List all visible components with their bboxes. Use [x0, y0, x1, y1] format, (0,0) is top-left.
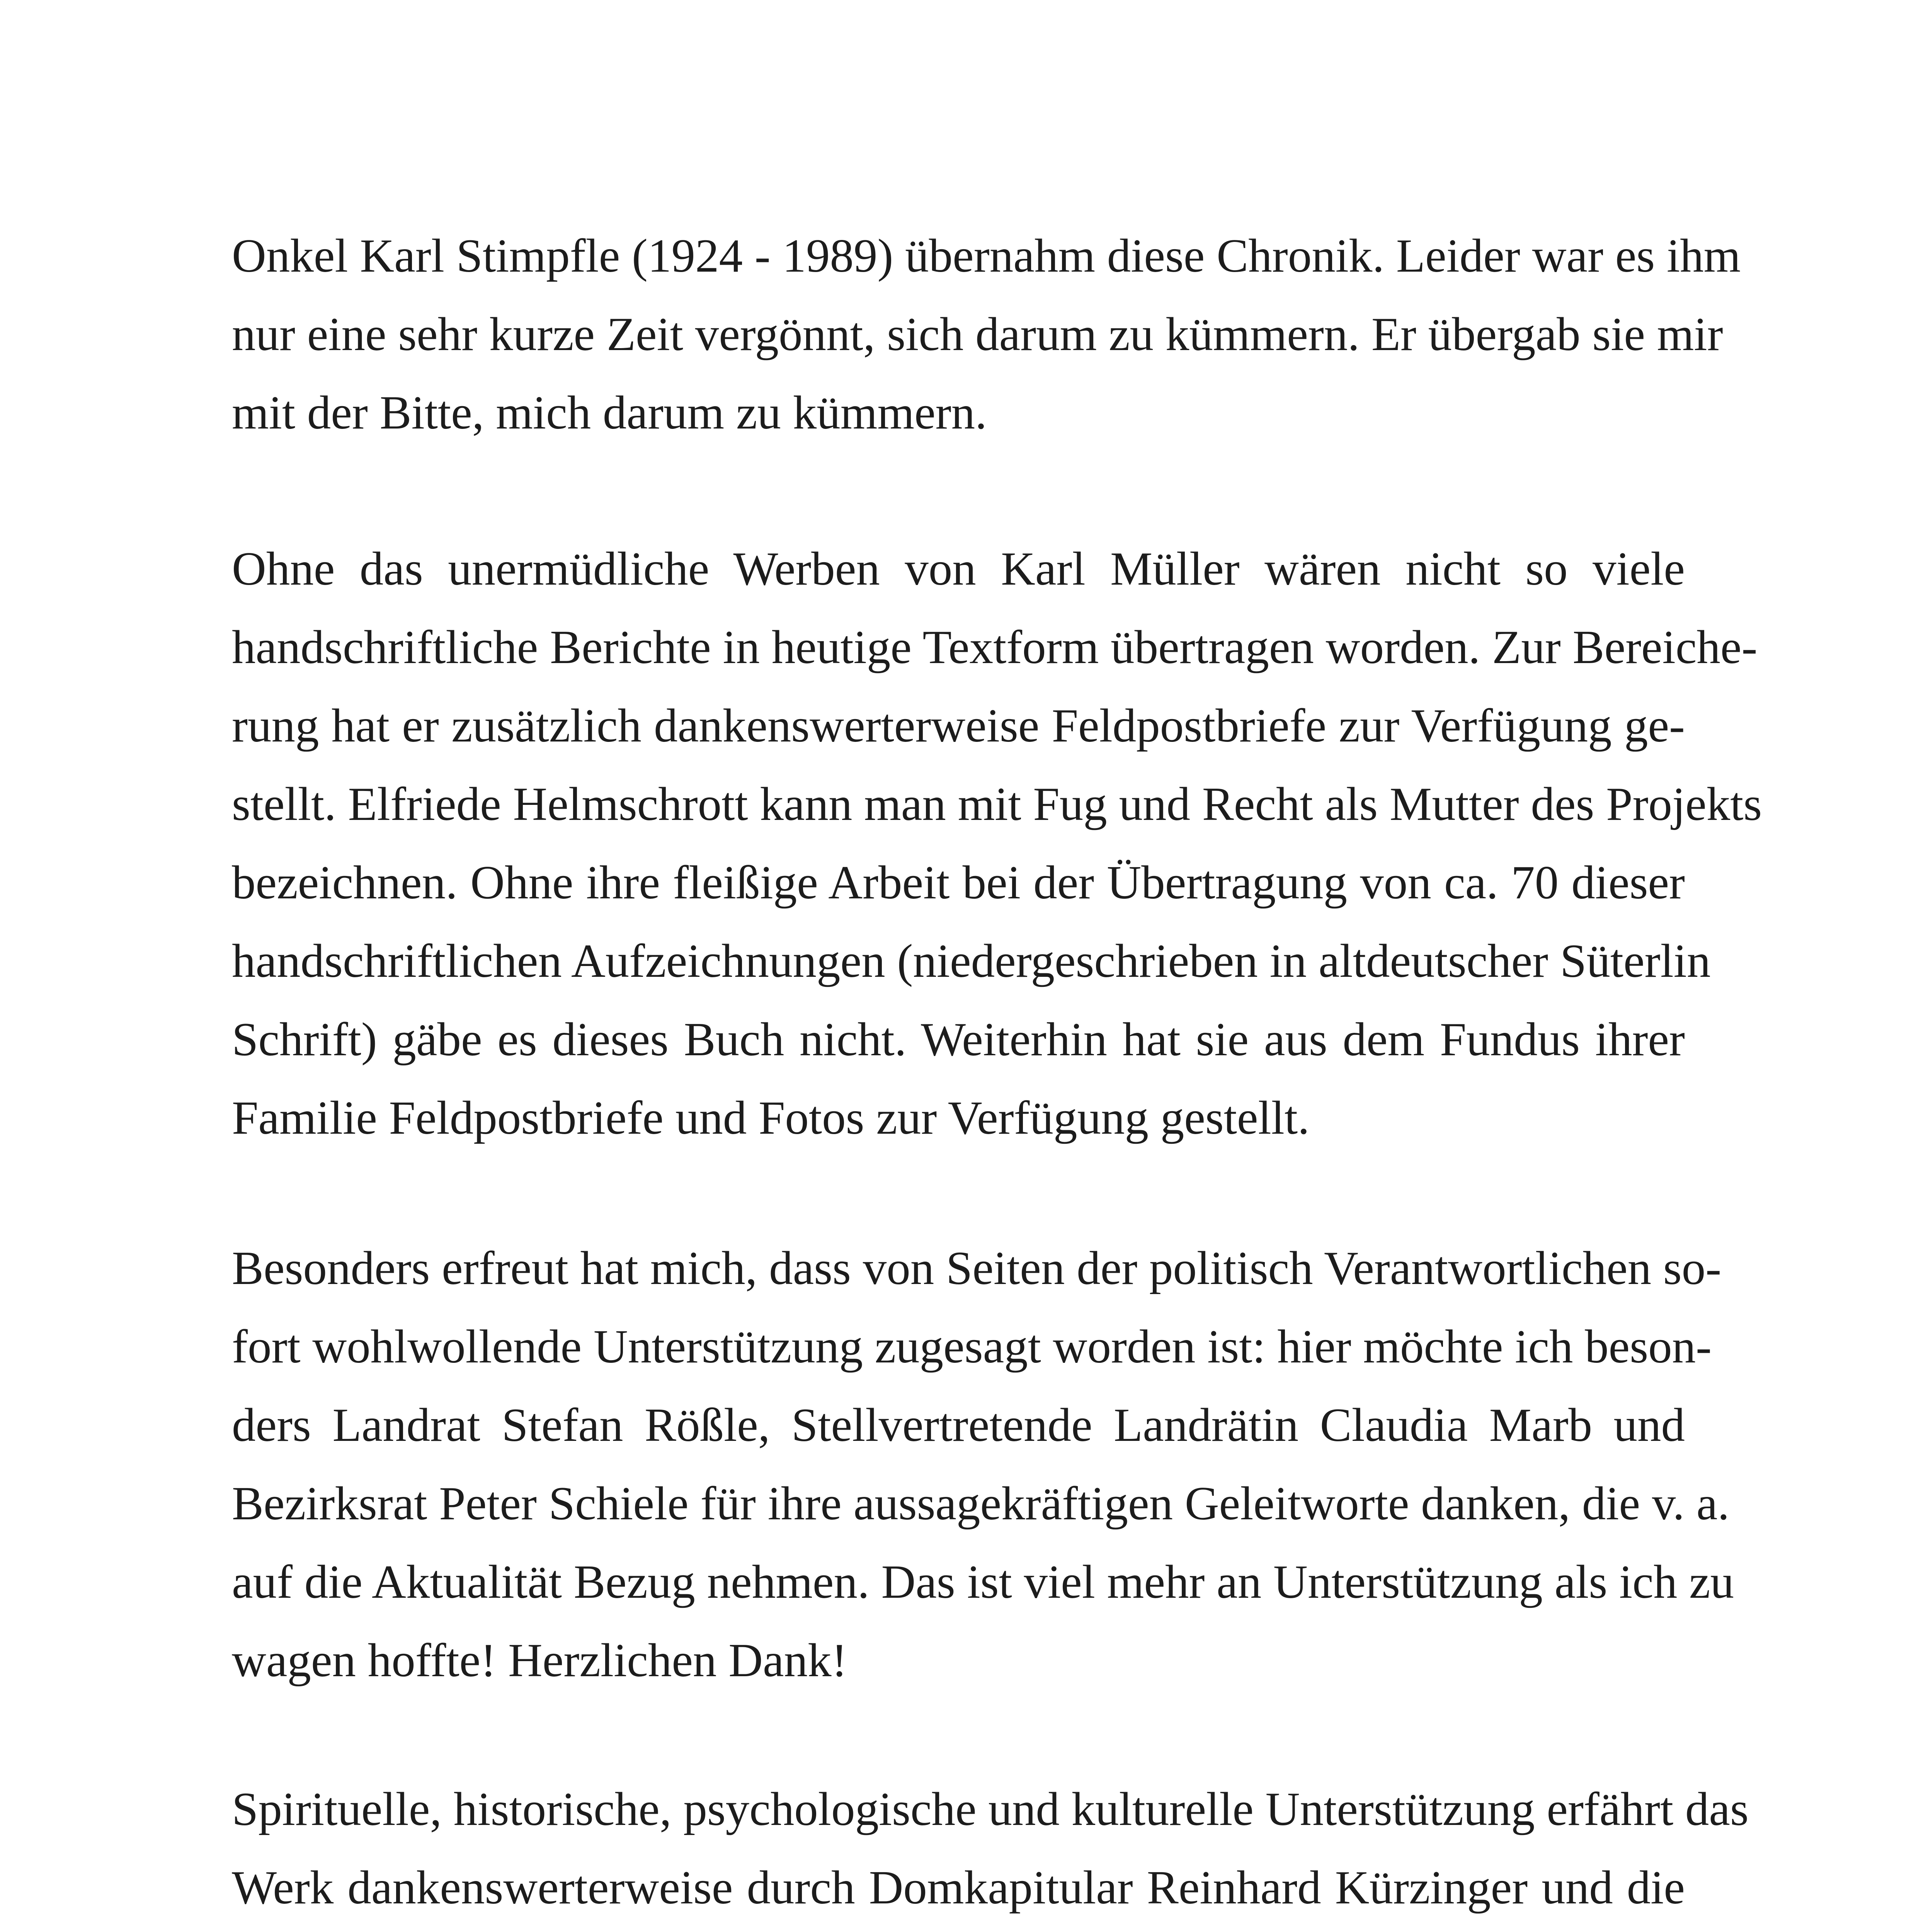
paragraph	[232, 216, 1741, 452]
text-line: handschriftlichen Aufzeichnungen (niedergeschrieben in altdeutscher Süterlin	[232, 934, 1711, 987]
text-line: Onkel Karl Stimpfle (1924 - 1989) übernahm diese Chronik. Leider war es ihm	[232, 229, 1741, 282]
text-line: ders Landrat Stefan Rößle, Stellvertretende Landrätin Claudia Marb und	[232, 1398, 1685, 1451]
text-line: Besonders erfreut hat mich, dass von Seiten der politisch Verantwortlichen so-	[232, 1242, 1722, 1294]
text-line: mit der Bitte, mich darum zu kümmern.	[232, 386, 987, 439]
text-line: bezeichnen. Ohne ihre fleißige Arbeit bei der Übertragung von ca. 70 dieser	[232, 856, 1685, 909]
text-line: fort wohlwollende Unterstützung zugesagt worden ist: hier möchte ich beson-	[232, 1320, 1712, 1373]
text-line	[232, 1927, 1685, 1932]
text-line: Schrift) gäbe es dieses Buch nicht. Weiterhin hat sie aus dem Fundus ihrer	[232, 1013, 1685, 1066]
text-line: Bezirksrat Peter Schiele für ihre aussagekräftigen Geleitworte danken, die v. a.	[232, 1477, 1730, 1530]
text-line: rung hat er zusätzlich dankenswerterweise Feldpostbriefe zur Verfügung ge-	[232, 699, 1685, 752]
text-line: nur eine sehr kurze Zeit vergönnt, sich darum zu kümmern. Er übergab sie mir	[232, 308, 1723, 361]
text-line: Familie Feldpostbriefe und Fotos zur Verfügung gestellt.	[232, 1091, 1310, 1144]
text-line: auf die Aktualität Bezug nehmen. Das ist viel mehr an Unterstützung als ich zu	[232, 1555, 1734, 1608]
text-line: handschriftliche Berichte in heutige Textform übertragen worden. Zur Bereiche-	[232, 621, 1758, 673]
text-line: Ohne das unermüdliche Werben von Karl Müller wären nicht so viele	[232, 542, 1685, 595]
text-line: wagen hoffte! Herzlichen Dank!	[232, 1634, 847, 1687]
text-line: Spirituelle, historische, psychologische und kulturelle Unterstützung erfährt das	[232, 1782, 1749, 1835]
paragraph	[232, 1229, 1734, 1699]
text-line: Werk dankenswerterweise durch Domkapitular Reinhard Kürzinger und die	[232, 1861, 1685, 1914]
text-line: stellt. Elfriede Helmschrott kann man mit Fug und Recht als Mutter des Projekts	[232, 777, 1762, 830]
paragraph	[232, 1770, 1749, 1932]
paragraph	[232, 529, 1762, 1157]
